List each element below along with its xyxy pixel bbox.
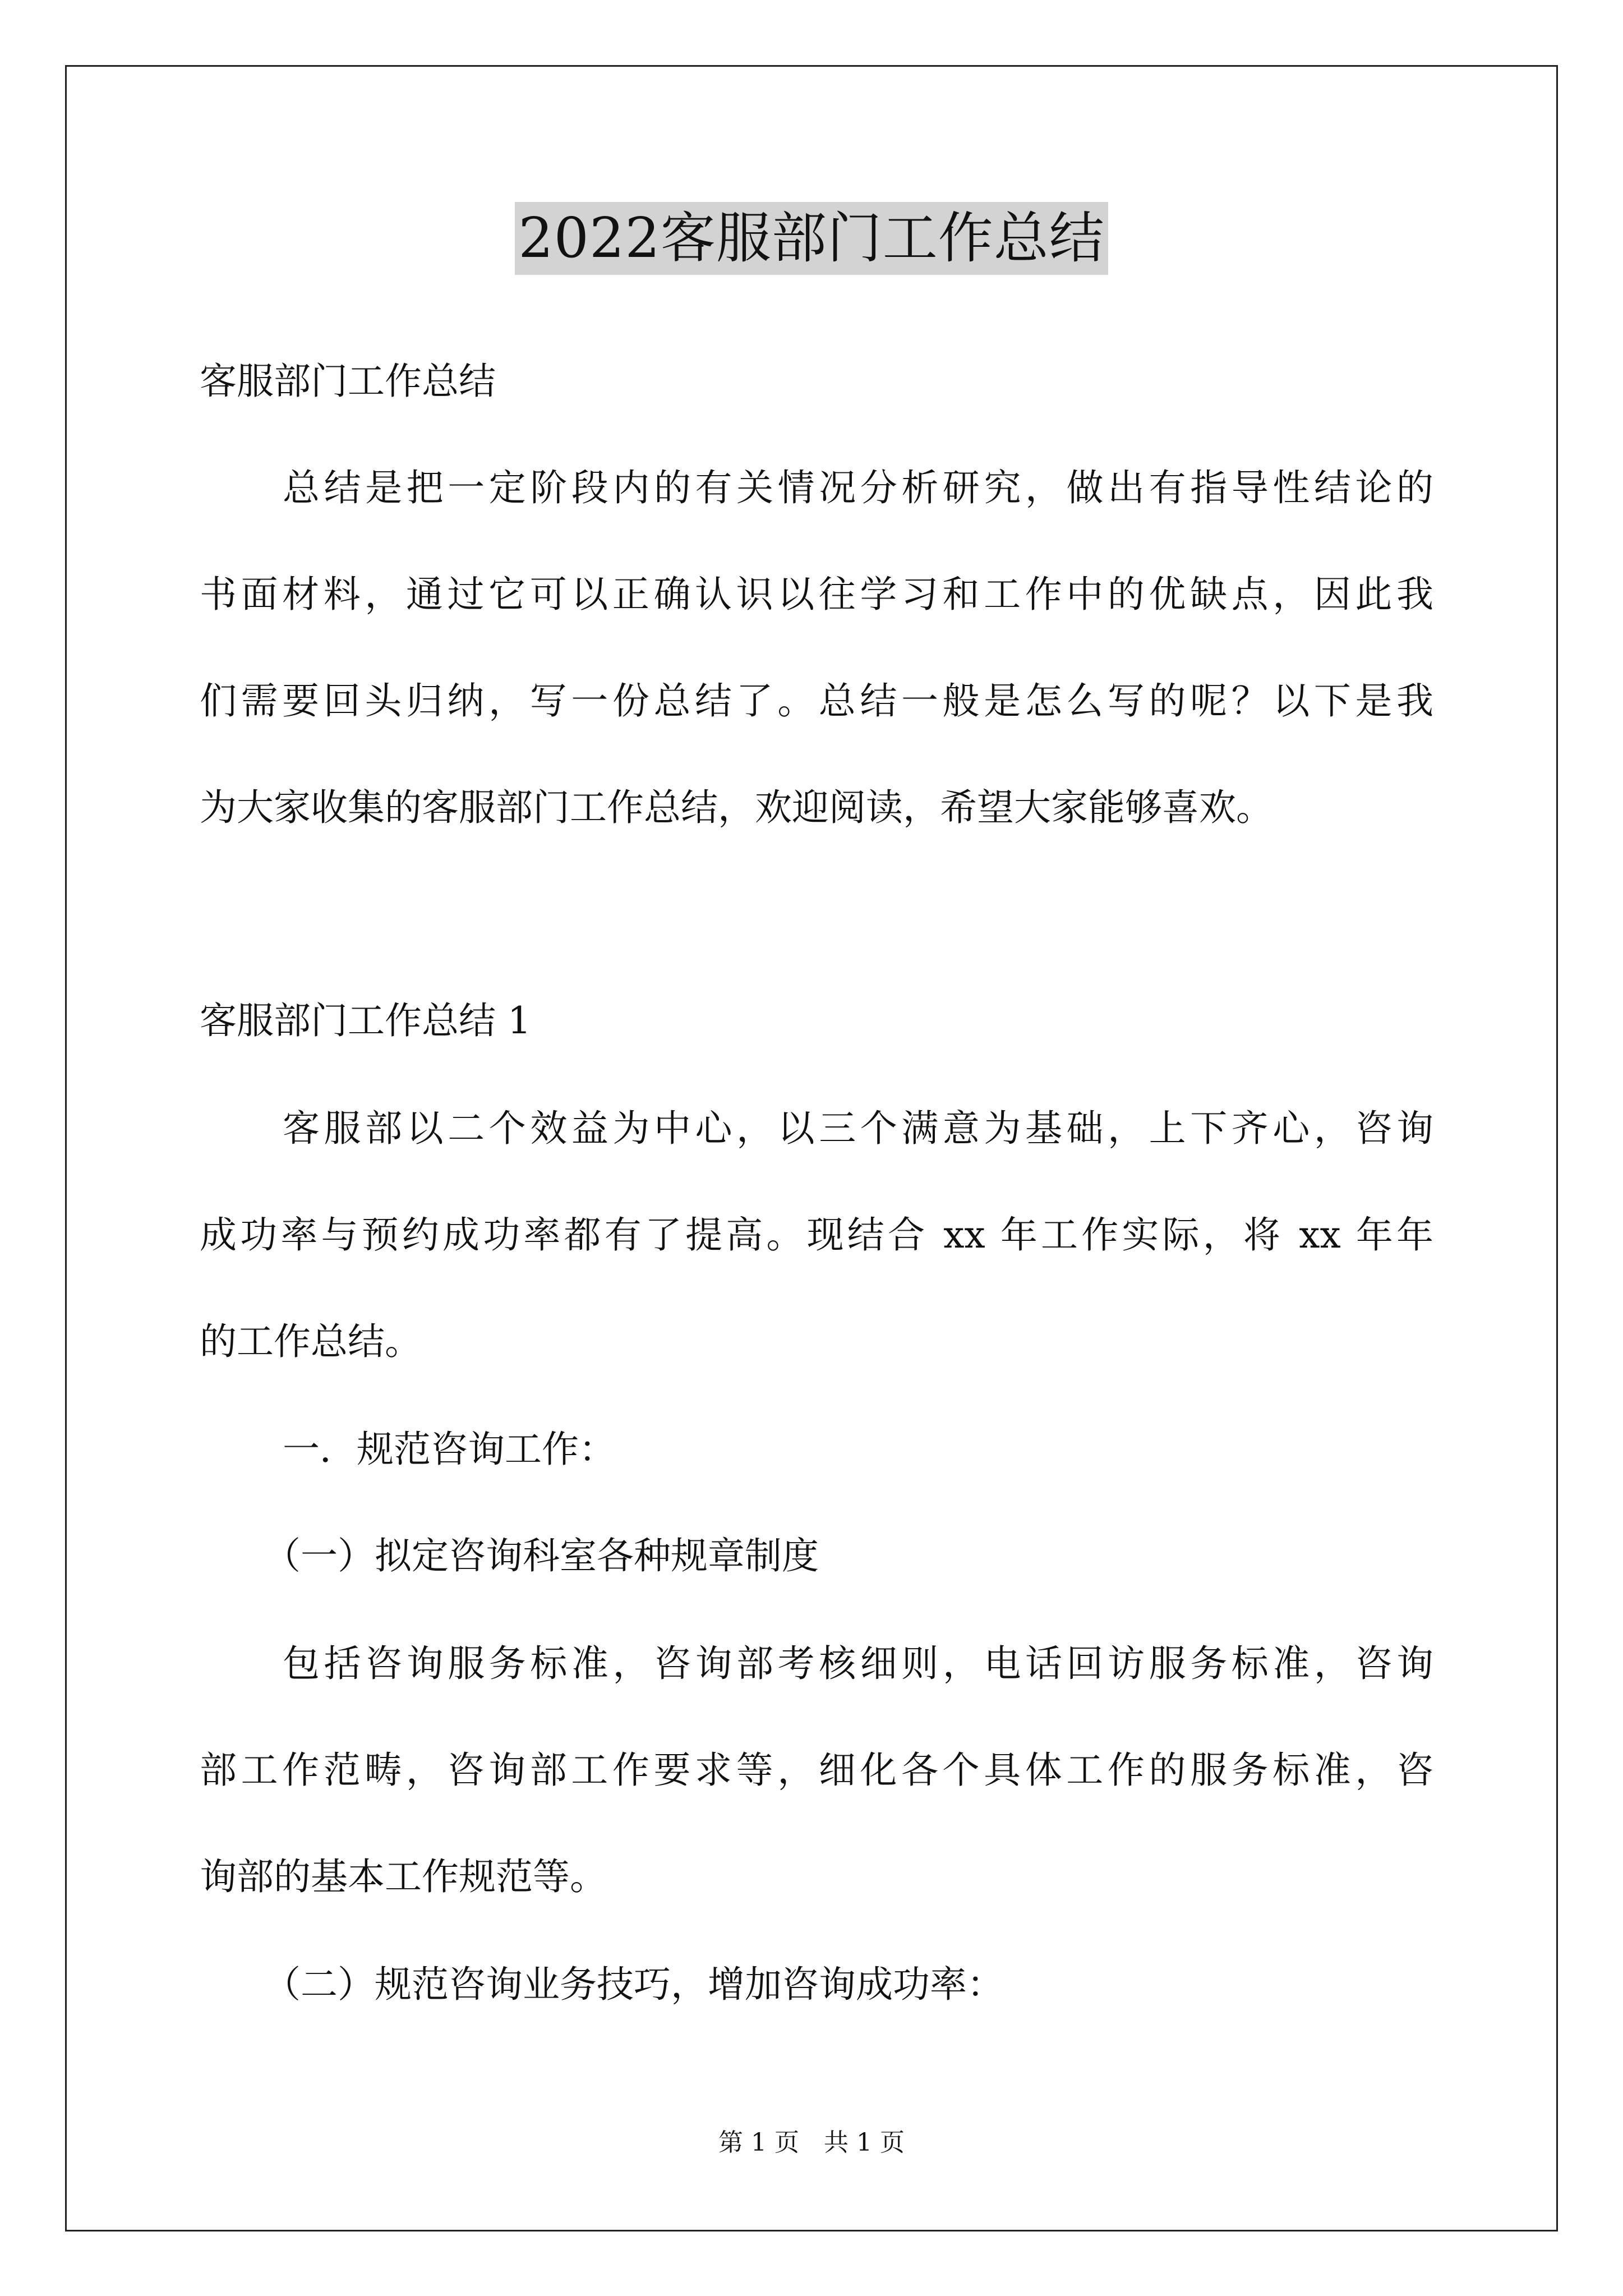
list-heading: 一．规范咨询工作： (283, 1428, 616, 1471)
section-heading: 客服部门工作总结 (200, 360, 496, 403)
paragraph-line: 成功率与预约成功率都有了提高。现结合 xx 年工作实际，将 xx 年年 (200, 1213, 1433, 1257)
paragraph-line: 客服部以二个效益为中心，以三个满意为基础，上下齐心，咨询 (283, 1107, 1433, 1150)
paragraph-line: 书面材料，通过它可以正确认识以往学习和工作中的优缺点，因此我 (200, 573, 1433, 616)
paragraph-line: 询部的基本工作规范等。 (200, 1855, 607, 1898)
section-heading: 客服部门工作总结 1 (200, 999, 531, 1042)
paragraph-line: 为大家收集的客服部门工作总结，欢迎阅读，希望大家能够喜欢。 (200, 786, 1273, 829)
paragraph-line: 的工作总结。 (200, 1320, 422, 1363)
paragraph-line: 们需要回头归纳，写一份总结了。总结一般是怎么写的呢？以下是我 (200, 679, 1433, 723)
paragraph-line: 包括咨询服务标准，咨询部考核细则，电话回访服务标准，咨询 (283, 1642, 1433, 1685)
page-footer: 第 1 页 共 1 页 (718, 2128, 905, 2157)
title-wrap (0, 202, 1623, 275)
document-title: 2022客服部门工作总结 (515, 202, 1108, 275)
paragraph-line: 部工作范畴，咨询部工作要求等，细化各个具体工作的服务标准，咨 (200, 1749, 1433, 1792)
sub-heading: （一）拟定咨询科室各种规章制度 (264, 1534, 819, 1577)
sub-heading: （二）规范咨询业务技巧，增加咨询成功率： (264, 1963, 1004, 2006)
paragraph-line: 总结是把一定阶段内的有关情况分析研究，做出有指导性结论的 (283, 466, 1433, 509)
